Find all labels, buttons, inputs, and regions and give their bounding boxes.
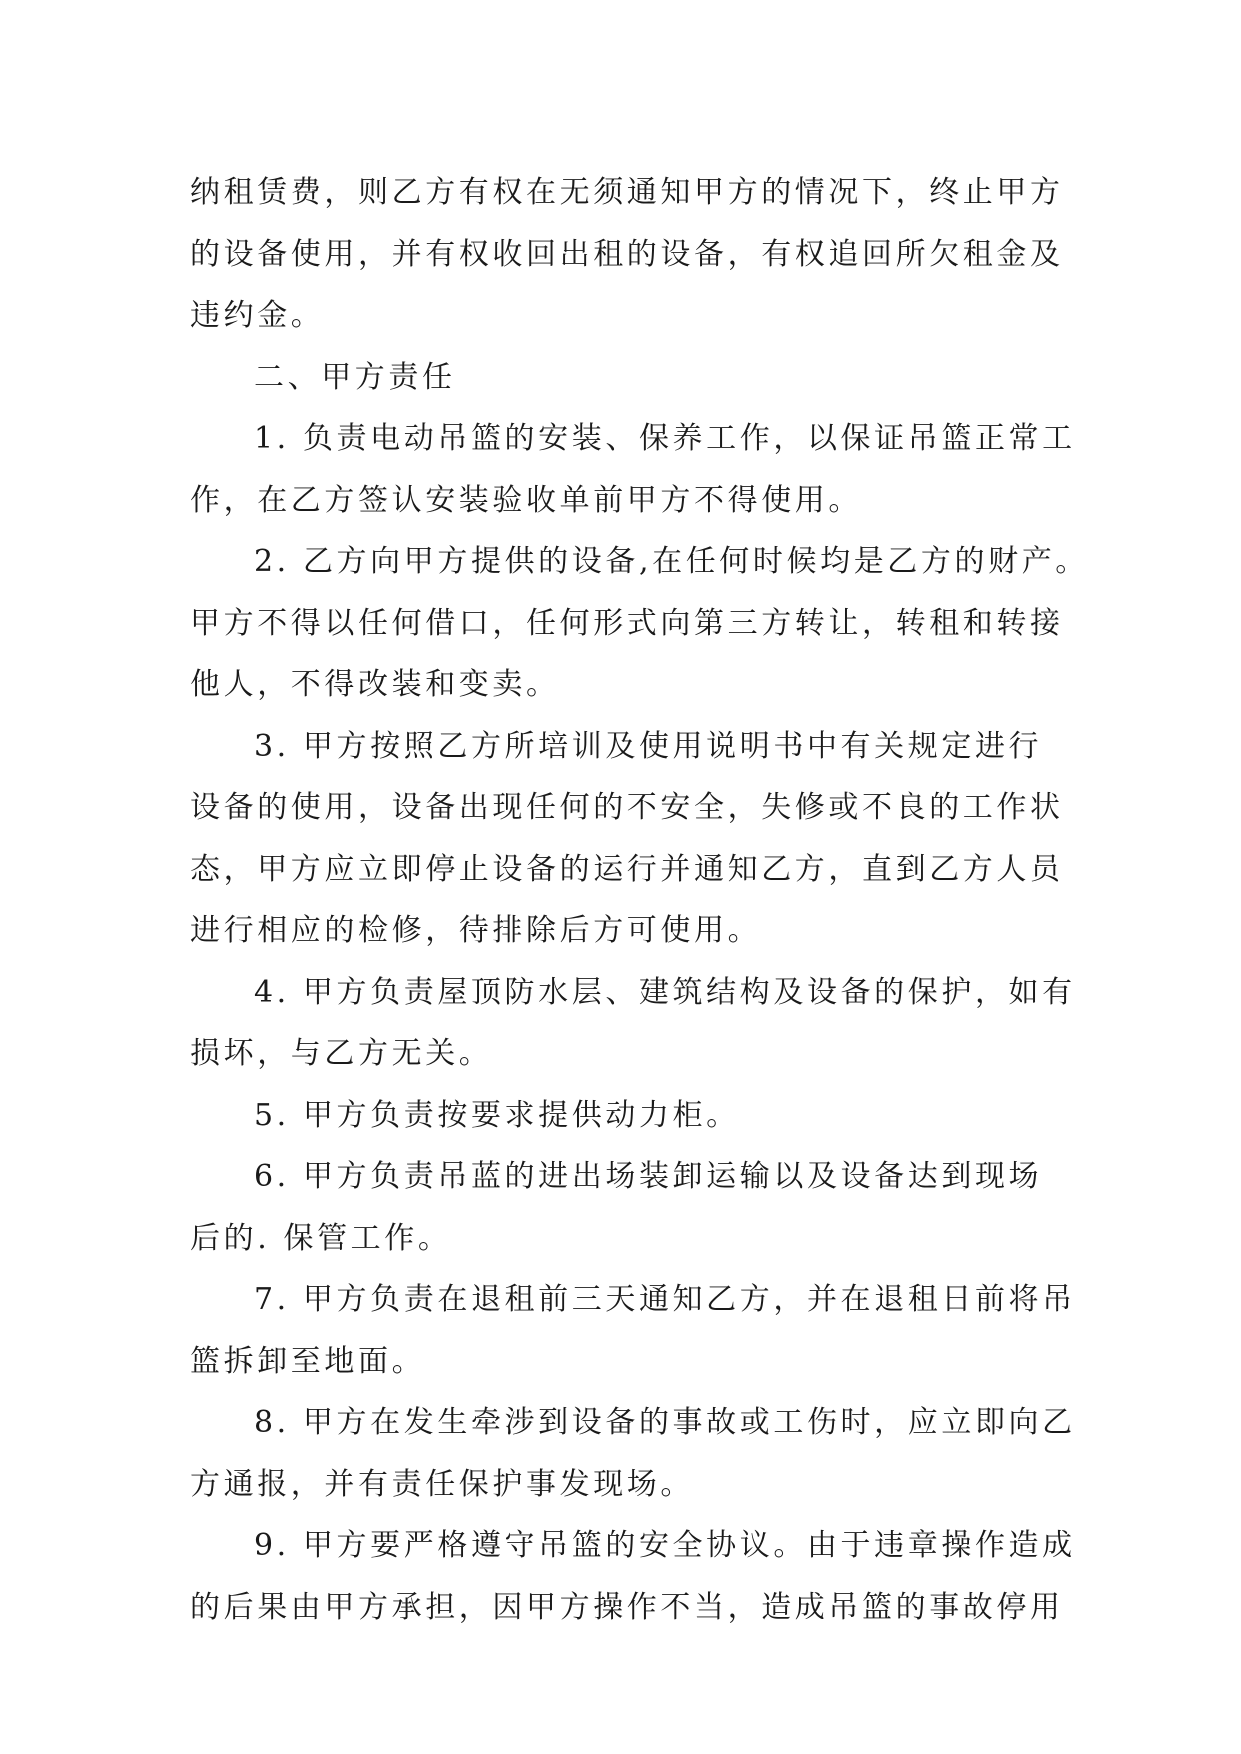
text-line: 的后果由甲方承担，因甲方操作不当，造成吊篮的事故停用 bbox=[190, 1589, 1064, 1625]
text-line: 纳租赁费，则乙方有权在无须通知甲方的情况下，终止甲方 bbox=[190, 175, 1064, 210]
text-line: 进行相应的检修，待排除后方可使用。 bbox=[190, 913, 762, 948]
text-line: 甲方不得以任何借口，任何形式向第三方转让，转租和转接 bbox=[190, 605, 1064, 641]
text-line: 设备的使用，设备出现任何的不安全，失修或不良的工作状 bbox=[190, 790, 1064, 825]
text-line: 的设备使用，并有权收回出租的设备，有权追回所欠租金及 bbox=[190, 236, 1064, 272]
clause-2-start: 2. 乙方向甲方提供的设备,在任何时候均是乙方的财产。 bbox=[254, 544, 1089, 579]
clause-7-start: 7. 甲方负责在退租前三天通知乙方，并在退租日前将吊 bbox=[254, 1282, 1076, 1317]
text-line: 后的. 保管工作。 bbox=[190, 1220, 452, 1256]
clause-4-start: 4. 甲方负责屋顶防水层、建筑结构及设备的保护，如有 bbox=[254, 974, 1076, 1010]
clause-9-start: 9. 甲方要严格遵守吊篮的安全协议。由于违章操作造成 bbox=[254, 1528, 1076, 1563]
section-heading: 二、甲方责任 bbox=[254, 359, 456, 395]
clause-5-start: 5. 甲方负责按要求提供动力柜。 bbox=[254, 1097, 740, 1133]
clause-6-start: 6. 甲方负责吊蓝的进出场装卸运输以及设备达到现场 bbox=[254, 1159, 1043, 1194]
text-line: 他人，不得改装和变卖。 bbox=[190, 667, 560, 702]
text-line: 损坏，与乙方无关。 bbox=[190, 1036, 493, 1071]
clause-3-start: 3. 甲方按照乙方所培训及使用说明书中有关规定进行 bbox=[254, 728, 1043, 764]
document-body bbox=[190, 162, 1089, 1638]
text-line: 违约金。 bbox=[190, 298, 325, 333]
text-line: 态，甲方应立即停止设备的运行并通知乙方，直到乙方人员 bbox=[190, 851, 1064, 887]
text-line: 方通报，并有责任保护事发现场。 bbox=[190, 1466, 694, 1502]
text-line: 作，在乙方签认安装验收单前甲方不得使用。 bbox=[190, 482, 862, 518]
clause-1-start: 1. 负责电动吊篮的安装、保养工作，以保证吊篮正常工 bbox=[254, 421, 1076, 456]
text-line: 篮拆卸至地面。 bbox=[190, 1343, 426, 1379]
clause-8-start: 8. 甲方在发生牵涉到设备的事故或工伤时，应立即向乙 bbox=[254, 1405, 1076, 1440]
